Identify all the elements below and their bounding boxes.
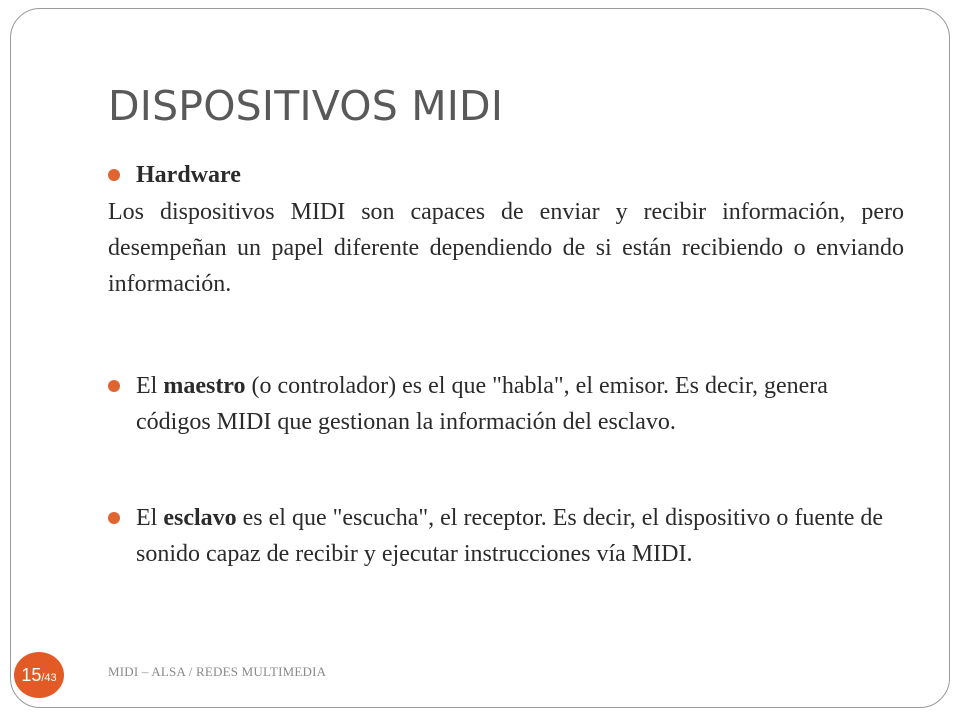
bullet-item-maestro [108, 368, 904, 440]
page-total: 43 [44, 671, 57, 684]
slide-title: DISPOSITIVOS MIDI [108, 82, 504, 130]
slide-content [108, 157, 904, 632]
point-text-esclavo: es el que "escucha", el receptor. Es decir, el dispositivo o fuente de sonido capaz de recibir y ejecutar instrucciones vía MIDI. [136, 505, 884, 567]
bullet-dot-icon [108, 512, 120, 524]
point-text-maestro: (o controlador) es el que "habla", el emisor. Es decir, genera códigos MIDI que gestionan la información del esclavo. [136, 373, 828, 435]
page-separator: / [41, 671, 45, 684]
bullet-dot-icon [108, 169, 120, 181]
point-term-maestro: maestro [163, 373, 246, 399]
bullet-item-hardware [108, 157, 904, 193]
page-current: 15 [21, 664, 42, 685]
point-prefix: El [136, 373, 164, 399]
section-heading: Hardware [136, 162, 241, 188]
point-term-esclavo: esclavo [163, 505, 237, 531]
point-prefix: El [136, 505, 164, 531]
bullet-item-esclavo [108, 500, 904, 572]
page-number-badge [14, 652, 64, 698]
intro-paragraph: Los dispositivos MIDI son capaces de enviar y recibir información, pero desempeñan un papel diferente dependiendo de si están recibiendo o enviando información. [108, 199, 904, 297]
footer-text: MIDI – ALSA / REDES MULTIMEDIA [108, 664, 327, 679]
bullet-dot-icon [108, 380, 120, 392]
